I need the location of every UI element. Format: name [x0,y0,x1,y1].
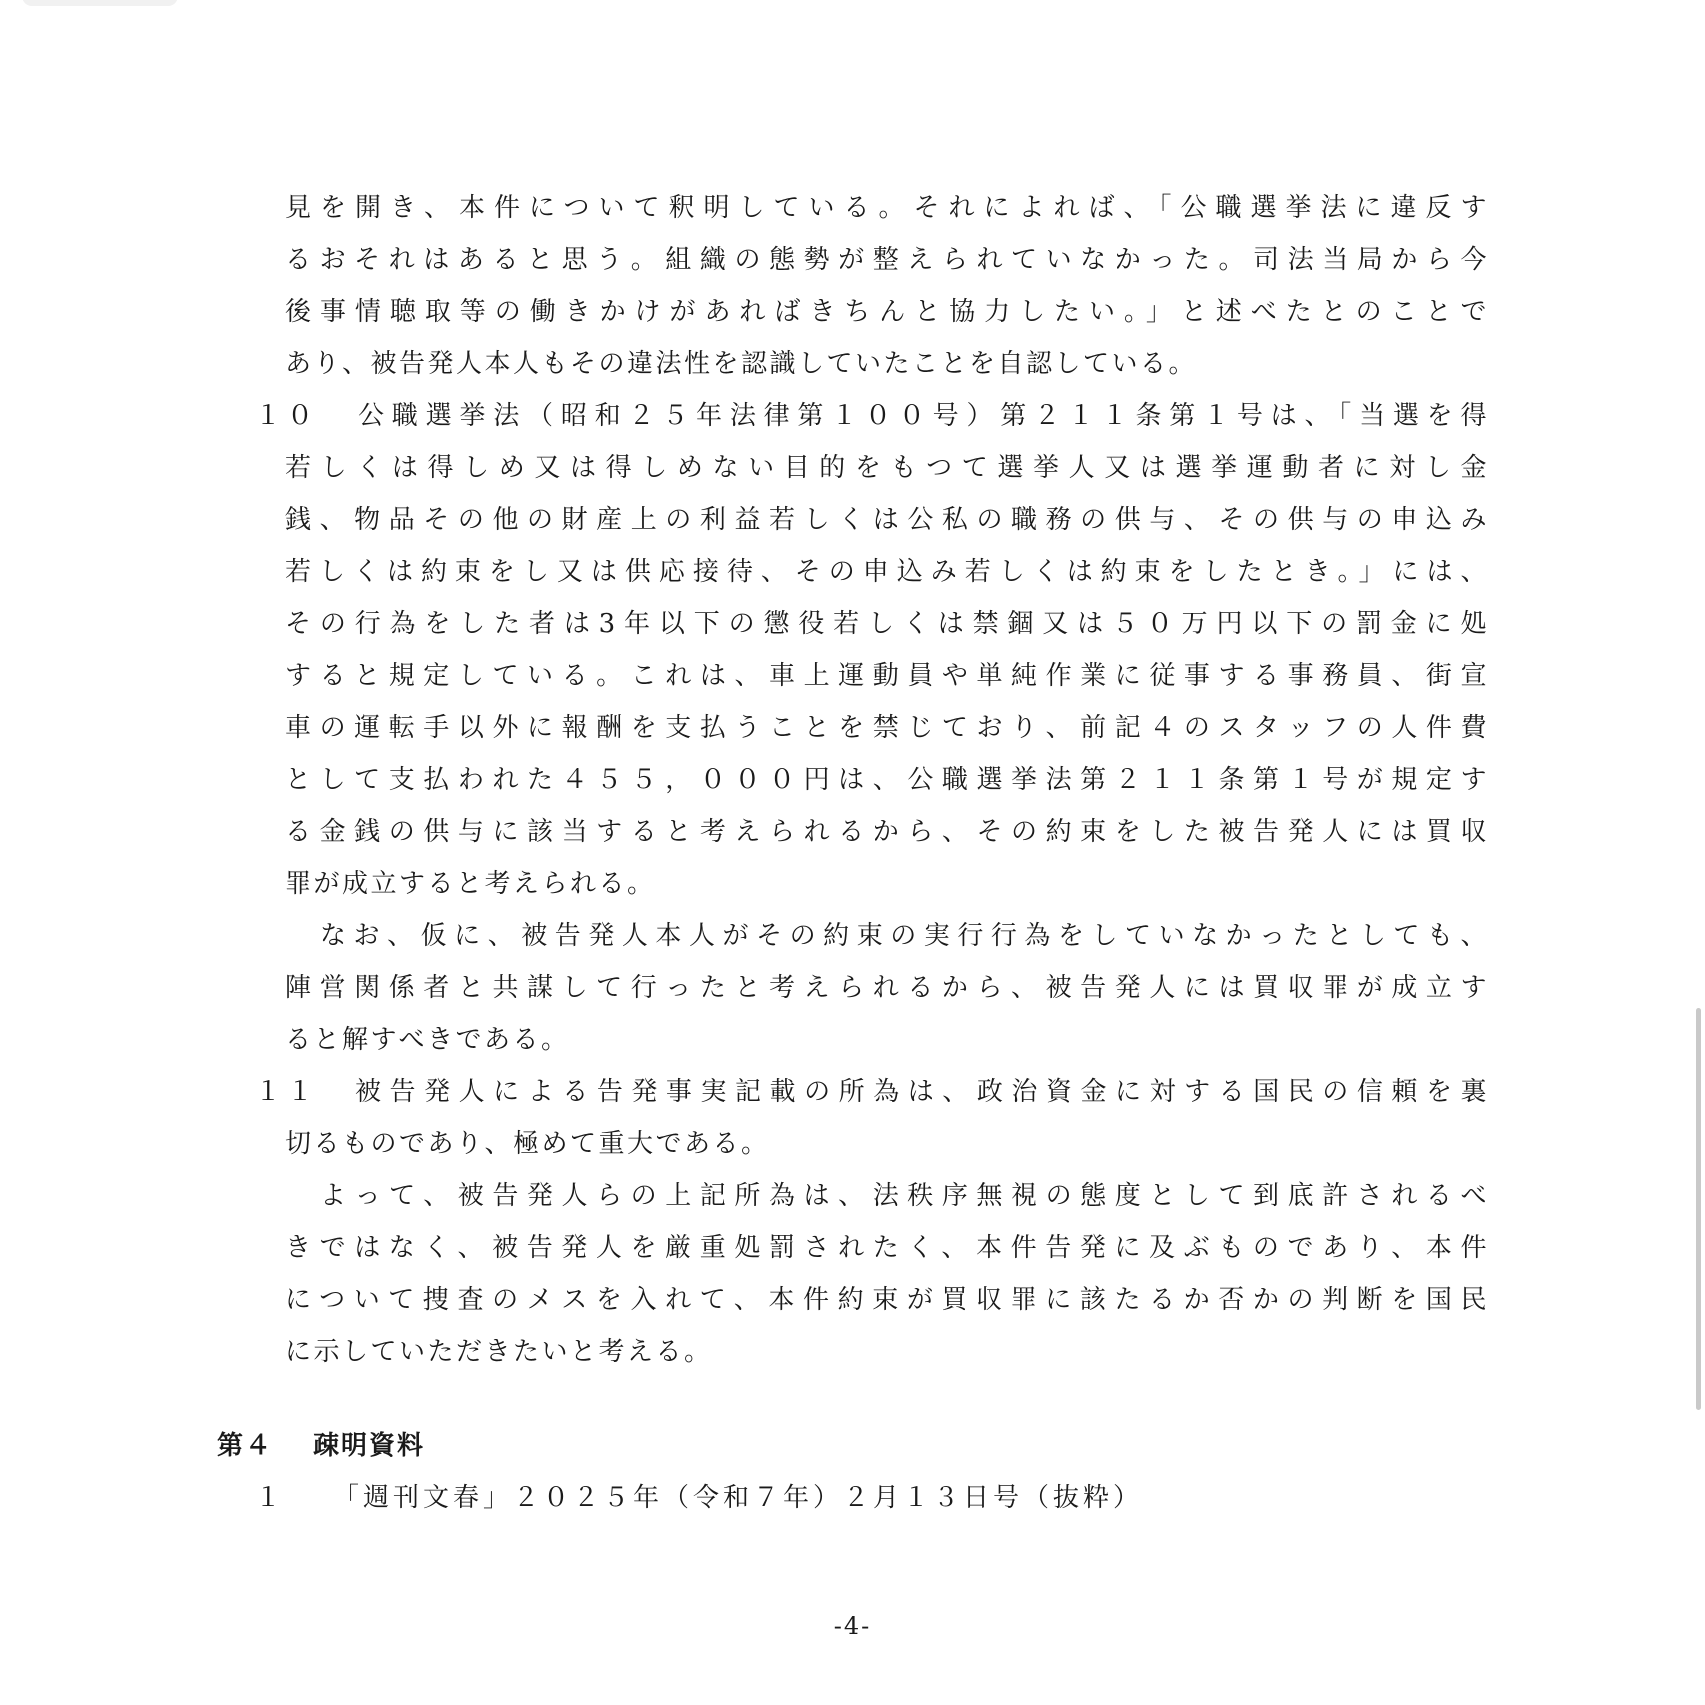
text-line: 若しくは約束をし又は供応接待、その申込み若しくは約束をしたとき。」には、 [285,557,1489,587]
text-line: よって、被告発人らの上記所為は、法秩序無視の態度として到底許されるべ [320,1181,1489,1211]
text-line: ると解すべきである。 [285,1025,570,1055]
text-line: あり、被告発人本人もその違法性を認識していたことを自認している。 [285,349,1198,379]
text-line: 見を開き、本件について釈明している。それによれば、「公職選挙法に違反す [285,193,1489,223]
scrollbar-thumb[interactable] [1696,1008,1701,1410]
text-line: 切るものであり、極めて重大である。 [285,1129,770,1159]
text-line: るおそれはあると思う。組織の態勢が整えられていなかった。司法当局から今 [285,245,1489,275]
text-line: 公職選挙法（昭和２５年法律第１００号）第２１１条第１号は、「当選を得 [358,401,1489,431]
viewer-corner-tab [22,0,178,6]
section-number: １０ [255,401,320,431]
text-line: に示していただきたいと考える。 [285,1337,713,1367]
text-line: すると規定している。これは、車上運動員や単純作業に従事する事務員、街宣 [285,661,1489,691]
section-heading [217,1420,425,1472]
text-line: 被告発人による告発事実記載の所為は、政治資金に対する国民の信頼を裏 [355,1077,1489,1107]
text-line: 車の運転手以外に報酬を支払うことを禁じており、前記４のスタッフの人件費 [285,713,1489,743]
page-number: -4- [833,1612,872,1640]
text-line: きではなく、被告発人を厳重処罰されたく、本件告発に及ぶものであり、本件 [285,1233,1489,1263]
text-line: なお、仮に、被告発人本人がその約束の実行行為をしていなかったとしても、 [320,921,1489,951]
evidence-item-index: １ [255,1483,286,1513]
text-line: その行為をした者は3年以下の懲役若しくは禁錮又は５０万円以下の罰金に処 [285,609,1489,639]
scrollbar[interactable] [1693,0,1705,1705]
heading-number: 第４ [217,1431,274,1461]
section-number: １１ [255,1077,320,1107]
evidence-item-text: 「週刊文春」２０２５年（令和７年）２月１３日号（抜粋） [333,1483,1144,1513]
text-line: 陣営関係者と共謀して行ったと考えられるから、被告発人には買収罪が成立す [285,973,1489,1003]
text-line: る金銭の供与に該当すると考えられるから、その約束をした被告発人には買収 [285,817,1489,847]
text-line: 罪が成立すると考えられる。 [285,869,656,899]
text-line: 若しくは得しめ又は得しめない目的をもつて選挙人又は選挙運動者に対し金 [285,453,1489,483]
evidence-item [255,1472,1143,1524]
text-line: について捜査のメスを入れて、本件約束が買収罪に該たるか否かの判断を国民 [285,1285,1489,1315]
text-line: として支払われた４５５，０００円は、公職選挙法第２１１条第１号が規定す [285,765,1489,795]
heading-title: 疎明資料 [313,1431,426,1461]
text-line: 銭、物品その他の財産上の利益若しくは公私の職務の供与、その供与の申込み [285,505,1489,535]
text-line: 後事情聴取等の働きかけがあればきちんと協力したい。」と述べたとのことで [285,297,1489,327]
